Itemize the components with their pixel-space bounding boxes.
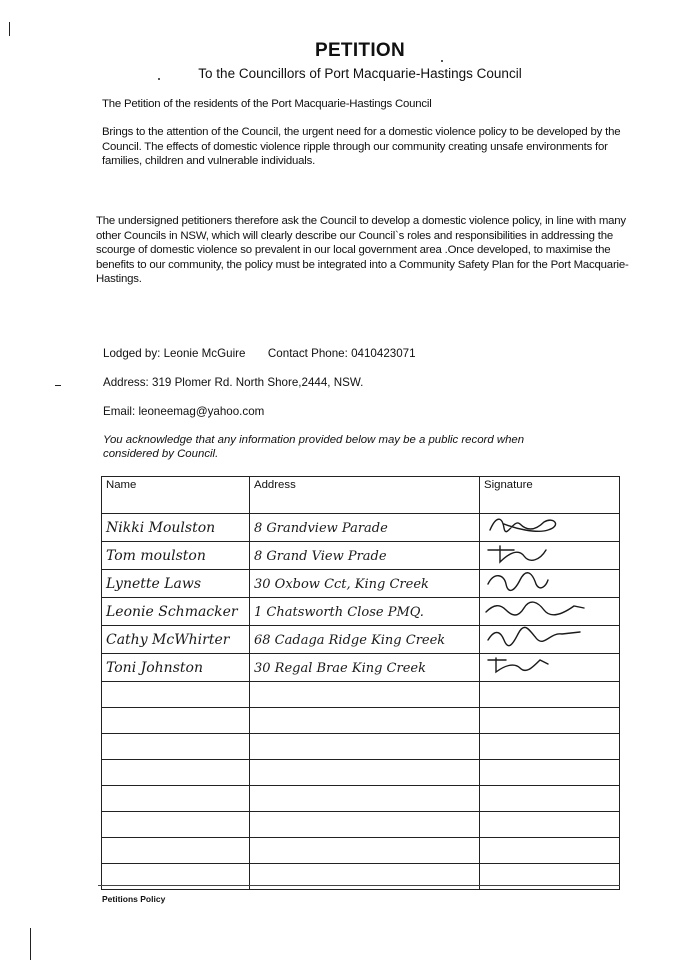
empty-cell (250, 708, 480, 734)
empty-cell (250, 734, 480, 760)
signer-address-text: 30 Oxbow Cct, King Creek (254, 576, 429, 592)
handwritten-signature (484, 570, 604, 592)
signer-address-text: 1 Chatsworth Close PMQ. (254, 604, 424, 620)
address-label: Address: (103, 376, 149, 389)
empty-cell (102, 812, 250, 838)
signer-signature (480, 626, 620, 654)
paragraph-concern: Brings to the attention of the Council, the urgent need for a domestic violence policy to be developed by the Council. The effects of domestic violence ripple through our community creating unsafe environments for families, children and vulnerable individuals. (102, 126, 621, 168)
email-value: leoneemag@yahoo.com (138, 405, 265, 418)
empty-table-row (102, 760, 620, 786)
footer-divider (98, 885, 620, 886)
signer-name-text: Nikki Moulston (106, 519, 216, 536)
signer-signature (480, 570, 620, 598)
empty-cell (102, 682, 250, 708)
lodged-by-value: Leonie McGuire (163, 347, 246, 360)
handwritten-signature (484, 542, 604, 564)
signer-name-text: Toni Johnston (106, 659, 203, 676)
table-row (102, 514, 620, 542)
signer-address (250, 570, 480, 598)
table-header-row (102, 477, 620, 514)
acknowledgement-text: You acknowledge that any information provided below may be a public record when considered by Council. (103, 434, 525, 460)
empty-cell (480, 760, 620, 786)
address-value: 319 Plomer Rd. North Shore,2444, NSW. (152, 376, 364, 389)
empty-cell (102, 708, 250, 734)
signer-name (102, 570, 250, 598)
scan-mark (55, 385, 61, 386)
signer-name (102, 542, 250, 570)
empty-table-row (102, 682, 620, 708)
scan-mark (30, 928, 31, 960)
signer-signature (480, 598, 620, 626)
empty-table-row (102, 786, 620, 812)
signer-signature (480, 654, 620, 682)
intro-text: The Petition of the residents of the Port Macquarie-Hastings Council (102, 98, 432, 110)
table-row (102, 654, 620, 682)
signer-address-text: 8 Grand View Prade (254, 548, 387, 564)
signer-name-text: Tom moulston (106, 547, 206, 564)
empty-cell (480, 734, 620, 760)
column-header-name: Name (102, 477, 250, 514)
signer-name-text: Leonie Schmacker (106, 603, 238, 620)
signer-name (102, 654, 250, 682)
signer-name (102, 514, 250, 542)
signer-address-text: 30 Regal Brae King Creek (254, 660, 426, 676)
table-row (102, 598, 620, 626)
email-line (103, 405, 264, 418)
empty-table-row (102, 708, 620, 734)
empty-cell (250, 838, 480, 864)
table-row (102, 542, 620, 570)
page-subtitle: To the Councillors of Port Macquarie-Hastings Council (198, 66, 522, 81)
signer-signature (480, 514, 620, 542)
signer-name-text: Lynette Laws (106, 575, 202, 592)
contact-phone-value: 0410423071 (351, 347, 416, 360)
signature-table (101, 476, 620, 890)
empty-table-row (102, 838, 620, 864)
table-row (102, 626, 620, 654)
column-header-signature: Signature (480, 477, 620, 514)
empty-cell (250, 786, 480, 812)
empty-cell (102, 786, 250, 812)
signer-name (102, 626, 250, 654)
empty-cell (480, 682, 620, 708)
empty-table-row (102, 734, 620, 760)
scan-mark (9, 22, 10, 36)
signer-address (250, 598, 480, 626)
signer-address (250, 626, 480, 654)
signer-address (250, 654, 480, 682)
signer-name (102, 598, 250, 626)
table-row (102, 570, 620, 598)
empty-cell (102, 734, 250, 760)
signer-address-text: 68 Cadaga Ridge King Creek (254, 632, 446, 648)
page-title: PETITION (314, 40, 405, 61)
handwritten-signature (484, 514, 604, 536)
email-label: Email: (103, 405, 136, 418)
handwritten-signature (484, 654, 604, 676)
column-header-address: Address (250, 477, 480, 514)
empty-cell (480, 708, 620, 734)
signer-name-text: Cathy McWhirter (106, 631, 230, 648)
empty-cell (102, 838, 250, 864)
empty-cell (250, 682, 480, 708)
empty-cell (102, 760, 250, 786)
empty-cell (480, 812, 620, 838)
contact-phone-label: Contact Phone: (267, 347, 348, 360)
empty-cell (480, 838, 620, 864)
empty-cell (250, 760, 480, 786)
footer-text: Petitions Policy (102, 894, 166, 904)
signer-address (250, 514, 480, 542)
paragraph-request: The undersigned petitioners therefore ask the Council to develop a domestic violence policy, in line with many other Councils in NSW, which will clearly describe our Council`s roles and responsibilities in addressing the scourge of domestic violence so prevalent in our local government area .Once developed, to maximise the benefits to our community, the policy must be integrated into a Community Safety Plan for the Port Macquarie-Hastings. (96, 215, 629, 286)
signer-signature (480, 542, 620, 570)
address-line (103, 376, 363, 389)
signer-address (250, 542, 480, 570)
empty-table-row (102, 812, 620, 838)
lodged-by-line (103, 347, 416, 360)
handwritten-signature (484, 626, 604, 648)
signer-address-text: 8 Grandview Parade (254, 520, 388, 536)
empty-cell (480, 786, 620, 812)
handwritten-signature (484, 598, 604, 620)
lodged-by-label: Lodged by: (103, 347, 161, 360)
empty-cell (250, 812, 480, 838)
signature-rows (102, 514, 620, 890)
